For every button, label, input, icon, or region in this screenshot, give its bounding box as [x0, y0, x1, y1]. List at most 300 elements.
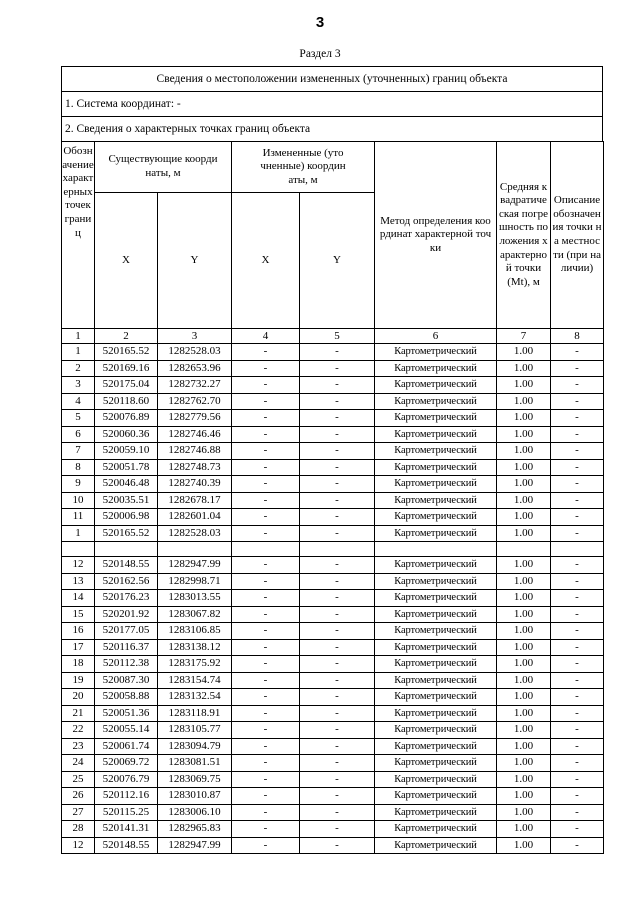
method-cell: Картометрический — [375, 771, 497, 788]
existing-x-cell: 520201.92 — [95, 606, 158, 623]
mean-error-cell: 1.00 — [497, 509, 551, 526]
existing-y-cell: 1283067.82 — [158, 606, 232, 623]
existing-x-cell: 520060.36 — [95, 426, 158, 443]
existing-x-cell: 520169.16 — [95, 360, 158, 377]
point-number-cell: 5 — [62, 410, 95, 427]
table-row — [62, 426, 604, 443]
header-error: Средняя квадратическая погрешность положения характерной точки (Mt), м — [497, 142, 551, 329]
boundary-table-frame — [61, 66, 603, 854]
existing-x-cell: 520076.89 — [95, 410, 158, 427]
changed-x-cell: - — [232, 393, 300, 410]
description-cell: - — [551, 410, 604, 427]
changed-x-cell: - — [232, 623, 300, 640]
description-cell: - — [551, 459, 604, 476]
existing-x-cell: 520051.78 — [95, 459, 158, 476]
point-number-cell: 24 — [62, 755, 95, 772]
changed-y-cell: - — [300, 738, 375, 755]
changed-x-cell: - — [232, 573, 300, 590]
existing-y-cell: 1282528.03 — [158, 525, 232, 542]
existing-y-cell: 1282965.83 — [158, 821, 232, 838]
table-row — [62, 476, 604, 493]
method-cell: Картометрический — [375, 672, 497, 689]
empty-cell — [375, 542, 497, 557]
table-row — [62, 722, 604, 739]
column-number-row — [62, 329, 604, 344]
point-number-cell: 2 — [62, 360, 95, 377]
existing-y-cell: 1282998.71 — [158, 573, 232, 590]
table-row — [62, 623, 604, 640]
coordinate-system: 1. Система координат: - — [61, 91, 603, 117]
existing-x-cell: 520046.48 — [95, 476, 158, 493]
changed-x-cell: - — [232, 672, 300, 689]
mean-error-cell: 1.00 — [497, 804, 551, 821]
method-cell: Картометрический — [375, 573, 497, 590]
description-cell: - — [551, 788, 604, 805]
point-number-cell: 3 — [62, 377, 95, 394]
method-cell: Картометрический — [375, 623, 497, 640]
existing-y-cell: 1283081.51 — [158, 755, 232, 772]
existing-x-cell: 520148.55 — [95, 837, 158, 854]
changed-x-cell: - — [232, 606, 300, 623]
method-cell: Картометрический — [375, 590, 497, 607]
table-row — [62, 656, 604, 673]
table-row — [62, 410, 604, 427]
existing-y-cell: 1283010.87 — [158, 788, 232, 805]
mean-error-cell: 1.00 — [497, 476, 551, 493]
existing-x-cell: 520087.30 — [95, 672, 158, 689]
point-number-cell: 18 — [62, 656, 95, 673]
changed-x-cell: - — [232, 705, 300, 722]
mean-error-cell: 1.00 — [497, 393, 551, 410]
existing-x-cell: 520035.51 — [95, 492, 158, 509]
point-number-cell: 25 — [62, 771, 95, 788]
changed-y-cell: - — [300, 377, 375, 394]
changed-x-cell: - — [232, 459, 300, 476]
changed-x-cell: - — [232, 377, 300, 394]
empty-cell — [300, 542, 375, 557]
column-number: 7 — [497, 329, 551, 344]
table-row — [62, 557, 604, 574]
header-method: Метод определения координат характерной точки — [375, 142, 497, 329]
existing-x-cell: 520006.98 — [95, 509, 158, 526]
method-cell: Картометрический — [375, 410, 497, 427]
mean-error-cell: 1.00 — [497, 360, 551, 377]
changed-y-cell: - — [300, 360, 375, 377]
mean-error-cell: 1.00 — [497, 738, 551, 755]
table-row — [62, 459, 604, 476]
existing-y-cell: 1282779.56 — [158, 410, 232, 427]
changed-y-cell: - — [300, 459, 375, 476]
changed-y-cell: - — [300, 705, 375, 722]
existing-y-cell: 1282601.04 — [158, 509, 232, 526]
column-number: 3 — [158, 329, 232, 344]
point-number-cell: 8 — [62, 459, 95, 476]
changed-x-cell: - — [232, 476, 300, 493]
point-number-cell: 22 — [62, 722, 95, 739]
description-cell: - — [551, 573, 604, 590]
mean-error-cell: 1.00 — [497, 705, 551, 722]
existing-x-cell: 520165.52 — [95, 344, 158, 361]
mean-error-cell: 1.00 — [497, 755, 551, 772]
empty-cell — [551, 542, 604, 557]
existing-y-cell: 1283175.92 — [158, 656, 232, 673]
changed-y-cell: - — [300, 656, 375, 673]
mean-error-cell: 1.00 — [497, 377, 551, 394]
existing-x-cell: 520162.56 — [95, 573, 158, 590]
points-heading: 2. Сведения о характерных точках границ объекта — [61, 116, 603, 142]
existing-x-cell: 520175.04 — [95, 377, 158, 394]
point-number-cell: 27 — [62, 804, 95, 821]
existing-x-cell: 520058.88 — [95, 689, 158, 706]
column-number: 1 — [62, 329, 95, 344]
changed-x-cell: - — [232, 557, 300, 574]
description-cell: - — [551, 821, 604, 838]
point-number-cell: 28 — [62, 821, 95, 838]
header-existing-coords: Существующие координаты, м — [95, 142, 232, 193]
mean-error-cell: 1.00 — [497, 689, 551, 706]
description-cell: - — [551, 722, 604, 739]
point-number-cell: 21 — [62, 705, 95, 722]
changed-x-cell: - — [232, 755, 300, 772]
existing-y-cell: 1282740.39 — [158, 476, 232, 493]
existing-y-cell: 1283118.91 — [158, 705, 232, 722]
empty-cell — [95, 542, 158, 557]
point-number-cell: 9 — [62, 476, 95, 493]
existing-y-cell: 1282678.17 — [158, 492, 232, 509]
existing-x-cell: 520061.74 — [95, 738, 158, 755]
table-row — [62, 573, 604, 590]
column-number: 6 — [375, 329, 497, 344]
column-number: 4 — [232, 329, 300, 344]
table-row — [62, 804, 604, 821]
empty-cell — [62, 542, 95, 557]
changed-x-cell: - — [232, 410, 300, 427]
existing-y-cell: 1282947.99 — [158, 837, 232, 854]
description-cell: - — [551, 804, 604, 821]
existing-y-cell: 1283106.85 — [158, 623, 232, 640]
existing-x-cell: 520112.16 — [95, 788, 158, 805]
existing-y-cell: 1282732.27 — [158, 377, 232, 394]
changed-y-cell: - — [300, 590, 375, 607]
header-description: Описание обозначения точки на местности (при наличии) — [551, 142, 604, 329]
method-cell: Картометрический — [375, 344, 497, 361]
description-cell: - — [551, 426, 604, 443]
changed-y-cell: - — [300, 443, 375, 460]
description-cell: - — [551, 393, 604, 410]
description-cell: - — [551, 509, 604, 526]
table-row — [62, 738, 604, 755]
group-separator-row — [62, 542, 604, 557]
mean-error-cell: 1.00 — [497, 821, 551, 838]
point-number-cell: 14 — [62, 590, 95, 607]
point-number-cell: 12 — [62, 837, 95, 854]
changed-y-cell: - — [300, 689, 375, 706]
method-cell: Картометрический — [375, 821, 497, 838]
changed-y-cell: - — [300, 639, 375, 656]
method-cell: Картометрический — [375, 393, 497, 410]
description-cell: - — [551, 705, 604, 722]
description-cell: - — [551, 557, 604, 574]
point-number-cell: 4 — [62, 393, 95, 410]
method-cell: Картометрический — [375, 557, 497, 574]
column-number: 5 — [300, 329, 375, 344]
description-cell: - — [551, 606, 604, 623]
header-existing-y: Y — [158, 193, 232, 329]
mean-error-cell: 1.00 — [497, 459, 551, 476]
point-number-cell: 13 — [62, 573, 95, 590]
method-cell: Картометрический — [375, 804, 497, 821]
description-cell: - — [551, 360, 604, 377]
changed-x-cell: - — [232, 804, 300, 821]
changed-y-cell: - — [300, 755, 375, 772]
description-cell: - — [551, 672, 604, 689]
existing-x-cell: 520059.10 — [95, 443, 158, 460]
existing-x-cell: 520176.23 — [95, 590, 158, 607]
changed-x-cell: - — [232, 656, 300, 673]
existing-x-cell: 520112.38 — [95, 656, 158, 673]
description-cell: - — [551, 525, 604, 542]
existing-x-cell: 520177.05 — [95, 623, 158, 640]
empty-cell — [497, 542, 551, 557]
changed-y-cell: - — [300, 476, 375, 493]
point-number-cell: 1 — [62, 344, 95, 361]
method-cell: Картометрический — [375, 492, 497, 509]
point-number-cell: 15 — [62, 606, 95, 623]
description-cell: - — [551, 443, 604, 460]
table-row — [62, 788, 604, 805]
changed-x-cell: - — [232, 525, 300, 542]
changed-x-cell: - — [232, 492, 300, 509]
point-number-cell: 6 — [62, 426, 95, 443]
description-cell: - — [551, 837, 604, 854]
description-cell: - — [551, 738, 604, 755]
existing-y-cell: 1282762.70 — [158, 393, 232, 410]
changed-x-cell: - — [232, 639, 300, 656]
method-cell: Картометрический — [375, 459, 497, 476]
changed-y-cell: - — [300, 837, 375, 854]
mean-error-cell: 1.00 — [497, 639, 551, 656]
table-row — [62, 672, 604, 689]
changed-y-cell: - — [300, 821, 375, 838]
method-cell: Картометрический — [375, 606, 497, 623]
existing-x-cell: 520148.55 — [95, 557, 158, 574]
method-cell: Картометрический — [375, 639, 497, 656]
mean-error-cell: 1.00 — [497, 410, 551, 427]
mean-error-cell: 1.00 — [497, 426, 551, 443]
header-changed-y: Y — [300, 193, 375, 329]
description-cell: - — [551, 377, 604, 394]
changed-x-cell: - — [232, 738, 300, 755]
changed-x-cell: - — [232, 771, 300, 788]
table-row — [62, 590, 604, 607]
existing-x-cell: 520055.14 — [95, 722, 158, 739]
point-number-cell: 26 — [62, 788, 95, 805]
existing-y-cell: 1283006.10 — [158, 804, 232, 821]
changed-x-cell: - — [232, 509, 300, 526]
mean-error-cell: 1.00 — [497, 722, 551, 739]
column-number: 2 — [95, 329, 158, 344]
points-table — [61, 141, 604, 854]
description-cell: - — [551, 689, 604, 706]
table-row — [62, 837, 604, 854]
existing-y-cell: 1282947.99 — [158, 557, 232, 574]
points-table-body — [62, 344, 604, 854]
changed-x-cell: - — [232, 788, 300, 805]
description-cell: - — [551, 639, 604, 656]
changed-y-cell: - — [300, 509, 375, 526]
method-cell: Картометрический — [375, 476, 497, 493]
empty-cell — [232, 542, 300, 557]
method-cell: Картометрический — [375, 656, 497, 673]
mean-error-cell: 1.00 — [497, 606, 551, 623]
existing-y-cell: 1282746.46 — [158, 426, 232, 443]
changed-y-cell: - — [300, 492, 375, 509]
table-row — [62, 443, 604, 460]
description-cell: - — [551, 590, 604, 607]
changed-y-cell: - — [300, 557, 375, 574]
existing-x-cell: 520076.79 — [95, 771, 158, 788]
method-cell: Картометрический — [375, 837, 497, 854]
existing-y-cell: 1283094.79 — [158, 738, 232, 755]
method-cell: Картометрический — [375, 722, 497, 739]
mean-error-cell: 1.00 — [497, 771, 551, 788]
method-cell: Картометрический — [375, 426, 497, 443]
method-cell: Картометрический — [375, 738, 497, 755]
changed-x-cell: - — [232, 837, 300, 854]
changed-y-cell: - — [300, 771, 375, 788]
point-number-cell: 20 — [62, 689, 95, 706]
mean-error-cell: 1.00 — [497, 788, 551, 805]
description-cell: - — [551, 755, 604, 772]
method-cell: Картометрический — [375, 525, 497, 542]
method-cell: Картометрический — [375, 705, 497, 722]
changed-y-cell: - — [300, 788, 375, 805]
table-title: Сведения о местоположении измененных (уточненных) границ объекта — [61, 66, 603, 92]
changed-y-cell: - — [300, 623, 375, 640]
existing-y-cell: 1283154.74 — [158, 672, 232, 689]
method-cell: Картометрический — [375, 360, 497, 377]
empty-cell — [158, 542, 232, 557]
existing-x-cell: 520051.36 — [95, 705, 158, 722]
existing-x-cell: 520116.37 — [95, 639, 158, 656]
mean-error-cell: 1.00 — [497, 557, 551, 574]
existing-x-cell: 520118.60 — [95, 393, 158, 410]
section-label: Раздел 3 — [299, 48, 341, 60]
description-cell: - — [551, 476, 604, 493]
point-number-cell: 1 — [62, 525, 95, 542]
method-cell: Картометрический — [375, 377, 497, 394]
existing-x-cell: 520069.72 — [95, 755, 158, 772]
column-number: 8 — [551, 329, 604, 344]
existing-y-cell: 1283138.12 — [158, 639, 232, 656]
point-number-cell: 11 — [62, 509, 95, 526]
mean-error-cell: 1.00 — [497, 837, 551, 854]
point-number-cell: 7 — [62, 443, 95, 460]
description-cell: - — [551, 492, 604, 509]
existing-x-cell: 520141.31 — [95, 821, 158, 838]
description-cell: - — [551, 623, 604, 640]
changed-y-cell: - — [300, 722, 375, 739]
changed-x-cell: - — [232, 360, 300, 377]
point-number-cell: 10 — [62, 492, 95, 509]
changed-x-cell: - — [232, 689, 300, 706]
existing-y-cell: 1282528.03 — [158, 344, 232, 361]
changed-x-cell: - — [232, 443, 300, 460]
changed-y-cell: - — [300, 672, 375, 689]
mean-error-cell: 1.00 — [497, 590, 551, 607]
existing-y-cell: 1282653.96 — [158, 360, 232, 377]
table-row — [62, 492, 604, 509]
changed-x-cell: - — [232, 426, 300, 443]
changed-x-cell: - — [232, 344, 300, 361]
changed-x-cell: - — [232, 722, 300, 739]
description-cell: - — [551, 344, 604, 361]
table-row — [62, 771, 604, 788]
changed-y-cell: - — [300, 344, 375, 361]
method-cell: Картометрический — [375, 788, 497, 805]
table-row — [62, 689, 604, 706]
changed-y-cell: - — [300, 804, 375, 821]
table-row — [62, 821, 604, 838]
existing-y-cell: 1283069.75 — [158, 771, 232, 788]
table-row — [62, 755, 604, 772]
changed-y-cell: - — [300, 426, 375, 443]
existing-x-cell: 520165.52 — [95, 525, 158, 542]
changed-y-cell: - — [300, 573, 375, 590]
table-row — [62, 525, 604, 542]
table-row — [62, 360, 604, 377]
mean-error-cell: 1.00 — [497, 525, 551, 542]
header-changed-x: X — [232, 193, 300, 329]
header-designation: Обозначение характерных точек границ — [62, 142, 95, 329]
mean-error-cell: 1.00 — [497, 656, 551, 673]
page-number: 3 — [315, 14, 325, 31]
point-number-cell: 19 — [62, 672, 95, 689]
table-row — [62, 509, 604, 526]
changed-y-cell: - — [300, 525, 375, 542]
changed-y-cell: - — [300, 410, 375, 427]
mean-error-cell: 1.00 — [497, 623, 551, 640]
changed-x-cell: - — [232, 821, 300, 838]
table-row — [62, 377, 604, 394]
existing-y-cell: 1282748.73 — [158, 459, 232, 476]
header-existing-x: X — [95, 193, 158, 329]
existing-y-cell: 1282746.88 — [158, 443, 232, 460]
description-cell: - — [551, 656, 604, 673]
point-number-cell: 23 — [62, 738, 95, 755]
point-number-cell: 12 — [62, 557, 95, 574]
description-cell: - — [551, 771, 604, 788]
existing-x-cell: 520115.25 — [95, 804, 158, 821]
table-row — [62, 344, 604, 361]
header-changed-coords: Измененные (уточненные) координаты, м — [232, 142, 375, 193]
mean-error-cell: 1.00 — [497, 443, 551, 460]
mean-error-cell: 1.00 — [497, 672, 551, 689]
existing-y-cell: 1283013.55 — [158, 590, 232, 607]
method-cell: Картометрический — [375, 443, 497, 460]
mean-error-cell: 1.00 — [497, 344, 551, 361]
table-row — [62, 393, 604, 410]
mean-error-cell: 1.00 — [497, 492, 551, 509]
changed-y-cell: - — [300, 393, 375, 410]
point-number-cell: 17 — [62, 639, 95, 656]
method-cell: Картометрический — [375, 689, 497, 706]
method-cell: Картометрический — [375, 755, 497, 772]
existing-y-cell: 1283105.77 — [158, 722, 232, 739]
changed-y-cell: - — [300, 606, 375, 623]
point-number-cell: 16 — [62, 623, 95, 640]
mean-error-cell: 1.00 — [497, 573, 551, 590]
